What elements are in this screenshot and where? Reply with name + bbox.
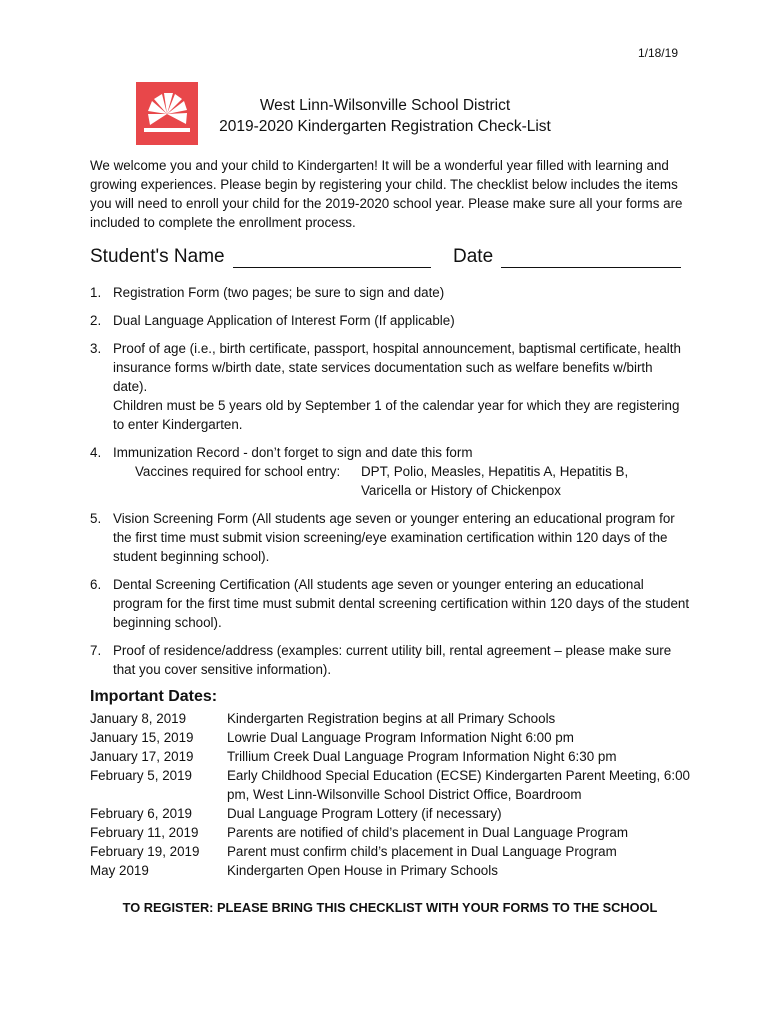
register-instruction: TO REGISTER: PLEASE BRING THIS CHECKLIST WITH YOUR FORMS TO THE SCHOOL: [122, 900, 658, 915]
date-row: February 11, 2019 Parents are notified of child’s placement in Dual Language Program: [90, 825, 628, 840]
date-row: February 5, 2019 Early Childhood Special Education (ECSE) Kindergarten Parent Meeting, 6:00 pm, West Linn-Wilsonville School District Office, Boardroom: [90, 768, 690, 802]
checklist-item: 3. Proof of age (i.e., birth certificate, passport, hospital announcement, baptismal certificate, health insurance forms w/birth date, state services documentation such as welfare benefits w/birth date). Children must be 5 years old by September 1 of the calendar year for which they are registering to enter Kindergarten.: [90, 339, 690, 434]
date-field: [453, 246, 681, 268]
date-row: February 19, 2019 Parent must confirm child’s placement in Dual Language Program: [90, 844, 617, 859]
intro-paragraph: We welcome you and your child to Kindergarten! It will be a wonderful year filled with learning and growing experiences. Please begin by registering your child. The checklist below includes the items you will need to enroll your child for the 2019-2020 school year. Please make sure all your forms are included to complete the enrollment process.: [90, 158, 683, 230]
student-name-label: Student's Name: [90, 246, 225, 267]
date-row: January 15, 2019 Lowrie Dual Language Program Information Night 6:00 pm: [90, 730, 574, 745]
date-line[interactable]: [501, 247, 681, 268]
important-dates-heading: Important Dates:: [90, 688, 218, 705]
checklist-item: 1. Registration Form (two pages; be sure to sign and date): [90, 285, 445, 300]
date-row: January 17, 2019 Trillium Creek Dual Language Program Information Night 6:30 pm: [90, 749, 617, 764]
checklist-item: 6. Dental Screening Certification (All students age seven or younger entering an educational program for the first time must submit dental screening certification within 120 days of the student beginning school).: [90, 577, 690, 630]
district-name: West Linn-Wilsonville School District: [259, 97, 511, 114]
student-name-line[interactable]: [233, 247, 431, 268]
age-requirement-note: Children must be 5 years old by September 1 of the calendar year for which they are registering to enter Kindergarten.: [113, 398, 680, 432]
date-row: January 8, 2019 Kindergarten Registration begins at all Primary Schools: [90, 711, 556, 726]
district-logo: [136, 82, 198, 145]
checklist-item: 2. Dual Language Application of Interest Form (If applicable): [90, 313, 455, 328]
checklist-item: 4. Immunization Record - don’t forget to sign and date this form Vaccines required for school entry: DPT, Polio, Measles, Hepatitis A, Hepatitis B, Varicella or History of Chickenpox: [90, 443, 690, 500]
date-label: Date: [453, 246, 494, 267]
student-name-field: [90, 246, 431, 268]
page-date: 1/18/19: [637, 46, 678, 60]
important-dates-list: [90, 709, 690, 880]
date-row: February 6, 2019 Dual Language Program Lottery (if necessary): [90, 806, 502, 821]
document-title: 2019-2020 Kindergarten Registration Check-List: [219, 118, 551, 135]
registration-checklist: [90, 283, 690, 688]
document-header: [200, 95, 570, 137]
vaccine-requirements: Vaccines required for school entry: DPT, Polio, Measles, Hepatitis A, Hepatitis B, Varicella or History of Chickenpox: [135, 464, 629, 498]
date-row: May 2019 Kindergarten Open House in Primary Schools: [90, 863, 498, 878]
checklist-item: 7. Proof of residence/address (examples: current utility bill, rental agreement – please make sure that you cover sensitive information).: [90, 643, 672, 677]
checklist-item: 5. Vision Screening Form (All students age seven or younger entering an educational program for the first time must submit vision screening/eye examination certification within 120 days of the student beginning school).: [90, 511, 675, 564]
